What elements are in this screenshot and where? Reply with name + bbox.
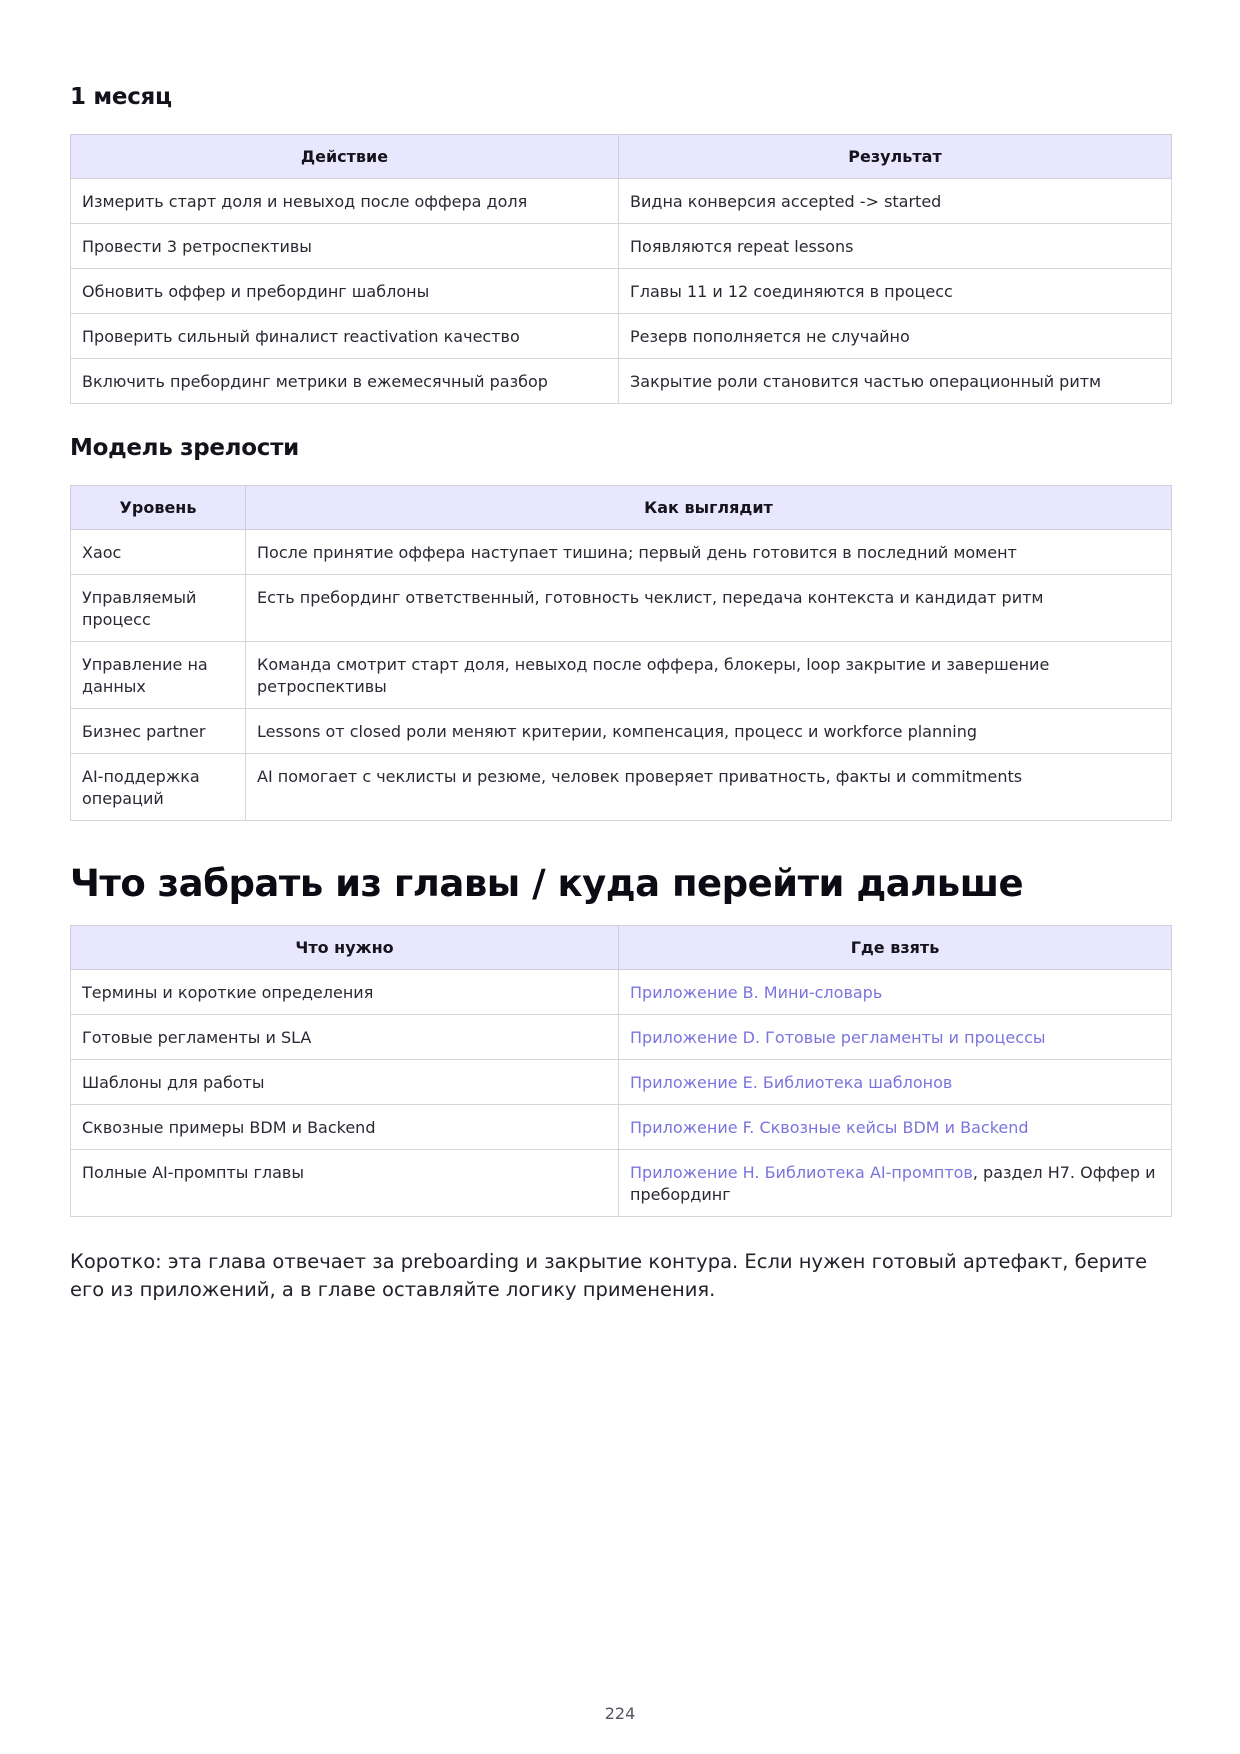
table-header: Где взять [619, 926, 1172, 970]
table-cell: Измерить старт доля и невыход после оффера доля [71, 179, 619, 224]
table-cell: AI-поддержка операций [71, 754, 246, 821]
table-cell: Резерв пополняется не случайно [619, 314, 1172, 359]
table-row [71, 970, 1172, 1015]
appendix-link[interactable]: Приложение F. Сквозные кейсы BDM и Backend [619, 1105, 1172, 1150]
table-row [71, 575, 1172, 642]
table-cell: После принятие оффера наступает тишина; первый день готовится в последний момент [246, 530, 1172, 575]
table-row [71, 1150, 1172, 1217]
table-row [71, 179, 1172, 224]
table-row [71, 709, 1172, 754]
table-row [71, 1015, 1172, 1060]
table-cell: Lessons от closed роли меняют критерии, компенсация, процесс и workforce planning [246, 709, 1172, 754]
table-cell: Полные AI-промпты главы [71, 1150, 619, 1217]
appendix-link[interactable]: Приложение D. Готовые регламенты и процессы [619, 1015, 1172, 1060]
appendix-link[interactable]: Приложение B. Мини-словарь [619, 970, 1172, 1015]
table-row [71, 224, 1172, 269]
table-cell: Закрытие роли становится частью операционный ритм [619, 359, 1172, 404]
table-header: Действие [71, 135, 619, 179]
section-title-maturity: Модель зрелости [70, 435, 299, 461]
table-header: Результат [619, 135, 1172, 179]
table-cell: Команда смотрит старт доля, невыход после оффера, блокеры, loop закрытие и завершение ретроспективы [246, 642, 1172, 709]
table-cell: Появляются repeat lessons [619, 224, 1172, 269]
next-steps-table [70, 925, 1172, 1217]
table-cell: Управление на данных [71, 642, 246, 709]
table-cell: Обновить оффер и пребординг шаблоны [71, 269, 619, 314]
table-header: Уровень [71, 486, 246, 530]
summary-paragraph: Коротко: эта глава отвечает за preboarding и закрытие контура. Если нужен готовый артефакт, берите его из приложений, а в главе оставляйте логику применения. [70, 1250, 1148, 1301]
table-row [71, 1105, 1172, 1150]
table-cell: Включить пребординг метрики в ежемесячный разбор [71, 359, 619, 404]
table-cell: Термины и короткие определения [71, 970, 619, 1015]
table-cell: Управляемый процесс [71, 575, 246, 642]
table-cell: Проверить сильный финалист reactivation качество [71, 314, 619, 359]
table-cell: Шаблоны для работы [71, 1060, 619, 1105]
table-row [71, 754, 1172, 821]
appendix-link[interactable]: Приложение E. Библиотека шаблонов [619, 1060, 1172, 1105]
table-row [71, 1060, 1172, 1105]
section-title-next: Что забрать из главы / куда перейти дальше [70, 862, 1024, 905]
table-row [71, 642, 1172, 709]
table-cell: Видна конверсия accepted -> started [619, 179, 1172, 224]
appendix-link[interactable]: Приложение H. Библиотека AI-промптов [630, 1163, 973, 1182]
table-row [71, 359, 1172, 404]
table-row [71, 314, 1172, 359]
table-row [71, 269, 1172, 314]
maturity-table [70, 485, 1172, 821]
table-header: Что нужно [71, 926, 619, 970]
link-suffix: , раздел H7. Оффер и пребординг [630, 1163, 1156, 1204]
table-cell: Готовые регламенты и SLA [71, 1015, 619, 1060]
table-cell: Сквозные примеры BDM и Backend [71, 1105, 619, 1150]
page-number: 224 [604, 1704, 636, 1723]
table-row [71, 530, 1172, 575]
section-title-month: 1 месяц [70, 84, 172, 110]
table-header: Как выглядит [246, 486, 1172, 530]
table-cell: Есть пребординг ответственный, готовность чеклист, передача контекста и кандидат ритм [246, 575, 1172, 642]
table-cell: Провести 3 ретроспективы [71, 224, 619, 269]
month-table [70, 134, 1172, 404]
table-cell [619, 1150, 1172, 1217]
table-cell: Главы 11 и 12 соединяются в процесс [619, 269, 1172, 314]
table-cell: AI помогает с чеклисты и резюме, человек проверяет приватность, факты и commitments [246, 754, 1172, 821]
table-cell: Бизнес partner [71, 709, 246, 754]
table-cell: Хаос [71, 530, 246, 575]
